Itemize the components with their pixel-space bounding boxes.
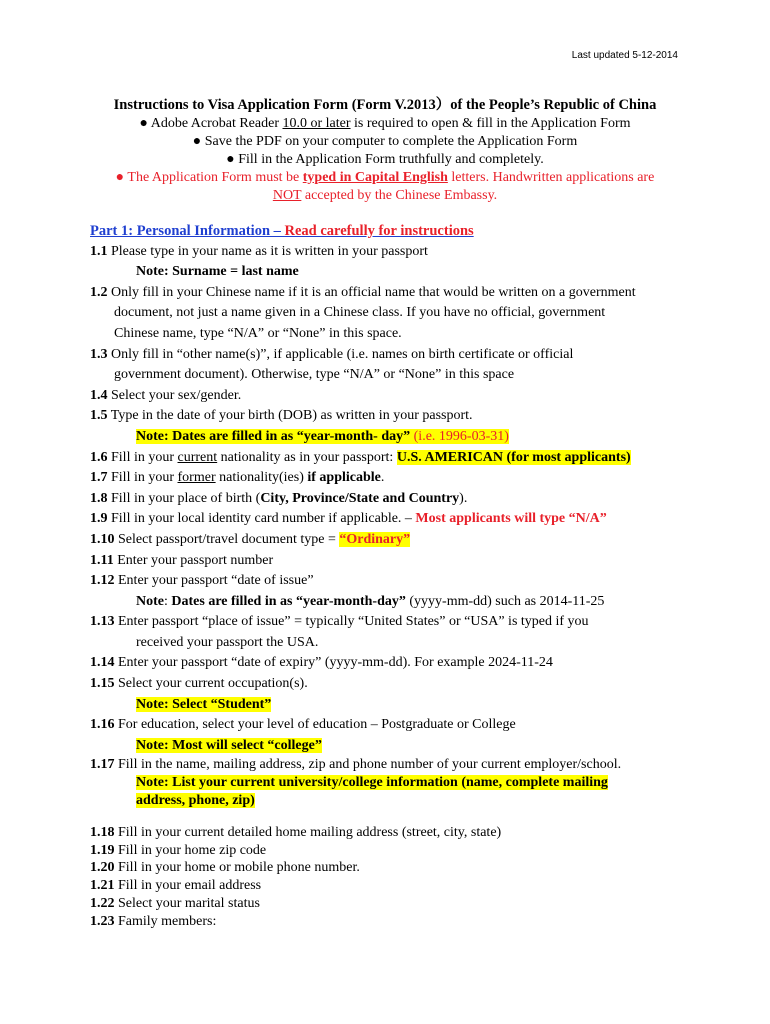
item-1-7: 1.7 Fill in your former nationality(ies) if applicable. [90,470,385,486]
bullet-icon: ● [192,134,202,149]
bullet-icon: ● [226,152,235,167]
intro-section [0,96,770,205]
item-1-13-cont: received your passport the USA. [136,634,319,650]
bullet-acrobat: ● Adobe Acrobat Reader 10.0 or later is required to open & fill in the Application Form [139,116,631,131]
part1-section [90,221,690,931]
note-1-16: Note: Most will select “college” [136,737,322,753]
note-1-15: Note: Select “Student” [136,696,272,712]
note-1-17: Note: List your current university/college information (name, complete mailing [136,775,608,791]
bullet-capital-english-cont: NOT accepted by the Chinese Embassy. [272,188,498,203]
note-1-1: Note: Surname = last name [136,264,299,280]
item-1-18: 1.18 Fill in your current detailed home mailing address (street, city, state) [90,824,502,840]
note-1-12: Note: Dates are filled in as “year-month-day” (yyyy-mm-dd) such as 2014-11-25 [136,593,605,609]
item-1-3: 1.3 Only fill in “other name(s)”, if applicable (i.e. names on birth certificate or official [90,346,574,362]
note-1-5: Note: Dates are filled in as “year-month- day” (i.e. 1996-03-31) [136,428,509,444]
bullet-save-pdf: ● Save the PDF on your computer to complete the Application Form [192,134,578,149]
spacer [90,810,690,824]
bullet-icon: ● [115,170,125,185]
item-1-5: 1.5 Type in the date of your birth (DOB) as written in your passport. [90,408,473,424]
part1-heading: Part 1: Personal Information – Read carefully for instructions [90,223,474,239]
item-1-9: 1.9 Fill in your local identity card number if applicable. – Most applicants will type “N/A” [90,511,607,527]
item-1-14: 1.14 Enter your passport “date of expiry” (yyyy-mm-dd). For example 2024-11-24 [90,655,553,671]
item-1-21: 1.21 Fill in your email address [90,878,262,894]
item-1-22: 1.22 Select your marital status [90,896,260,912]
note-1-17-cont: address, phone, zip) [136,793,255,809]
bullet-fill-truthfully: ● Fill in the Application Form truthfully and completely. [226,152,544,167]
last-updated-date: Last updated 5-12-2014 [571,50,678,61]
item-1-20: 1.20 Fill in your home or mobile phone number. [90,860,360,876]
item-1-10: 1.10 Select passport/travel document type = “Ordinary” [90,531,411,547]
item-1-1: 1.1 Please type in your name as it is written in your passport [90,243,428,259]
item-1-2-cont: document, not just a name given in a Chinese class. If you have no official, government [114,305,606,321]
item-1-19: 1.19 Fill in your home zip code [90,842,267,858]
item-1-6: 1.6 Fill in your current nationality as in your passport: U.S. AMERICAN (for most applicants) [90,449,631,465]
item-1-8: 1.8 Fill in your place of birth (City, Province/State and Country). [90,490,468,506]
item-1-4: 1.4 Select your sex/gender. [90,387,242,403]
item-1-2: 1.2 Only fill in your Chinese name if it is an official name that would be written on a government [90,284,636,300]
document-title: Instructions to Visa Application Form (Form V.2013）of the People’s Republic of China [113,97,657,113]
item-1-11: 1.11 Enter your passport number [90,552,274,568]
item-1-15: 1.15 Select your current occupation(s). [90,676,308,692]
item-1-17: 1.17 Fill in the name, mailing address, zip and phone number of your current employer/school. [90,757,622,773]
item-1-3-cont: government document). Otherwise, type “N/A” or “None” in this space [114,367,515,383]
item-1-2-cont: Chinese name, type “N/A” or “None” in this space. [114,325,402,341]
item-1-23: 1.23 Family members: [90,913,217,929]
item-1-13: 1.13 Enter passport “place of issue” = typically “United States” or “USA” is typed if you [90,614,589,630]
item-1-16: 1.16 For education, select your level of education – Postgraduate or College [90,717,516,733]
item-1-12: 1.12 Enter your passport “date of issue” [90,573,314,589]
bullet-capital-english: ● The Application Form must be typed in Capital English letters. Handwritten applications are [115,170,655,185]
bullet-icon: ● [139,116,148,131]
